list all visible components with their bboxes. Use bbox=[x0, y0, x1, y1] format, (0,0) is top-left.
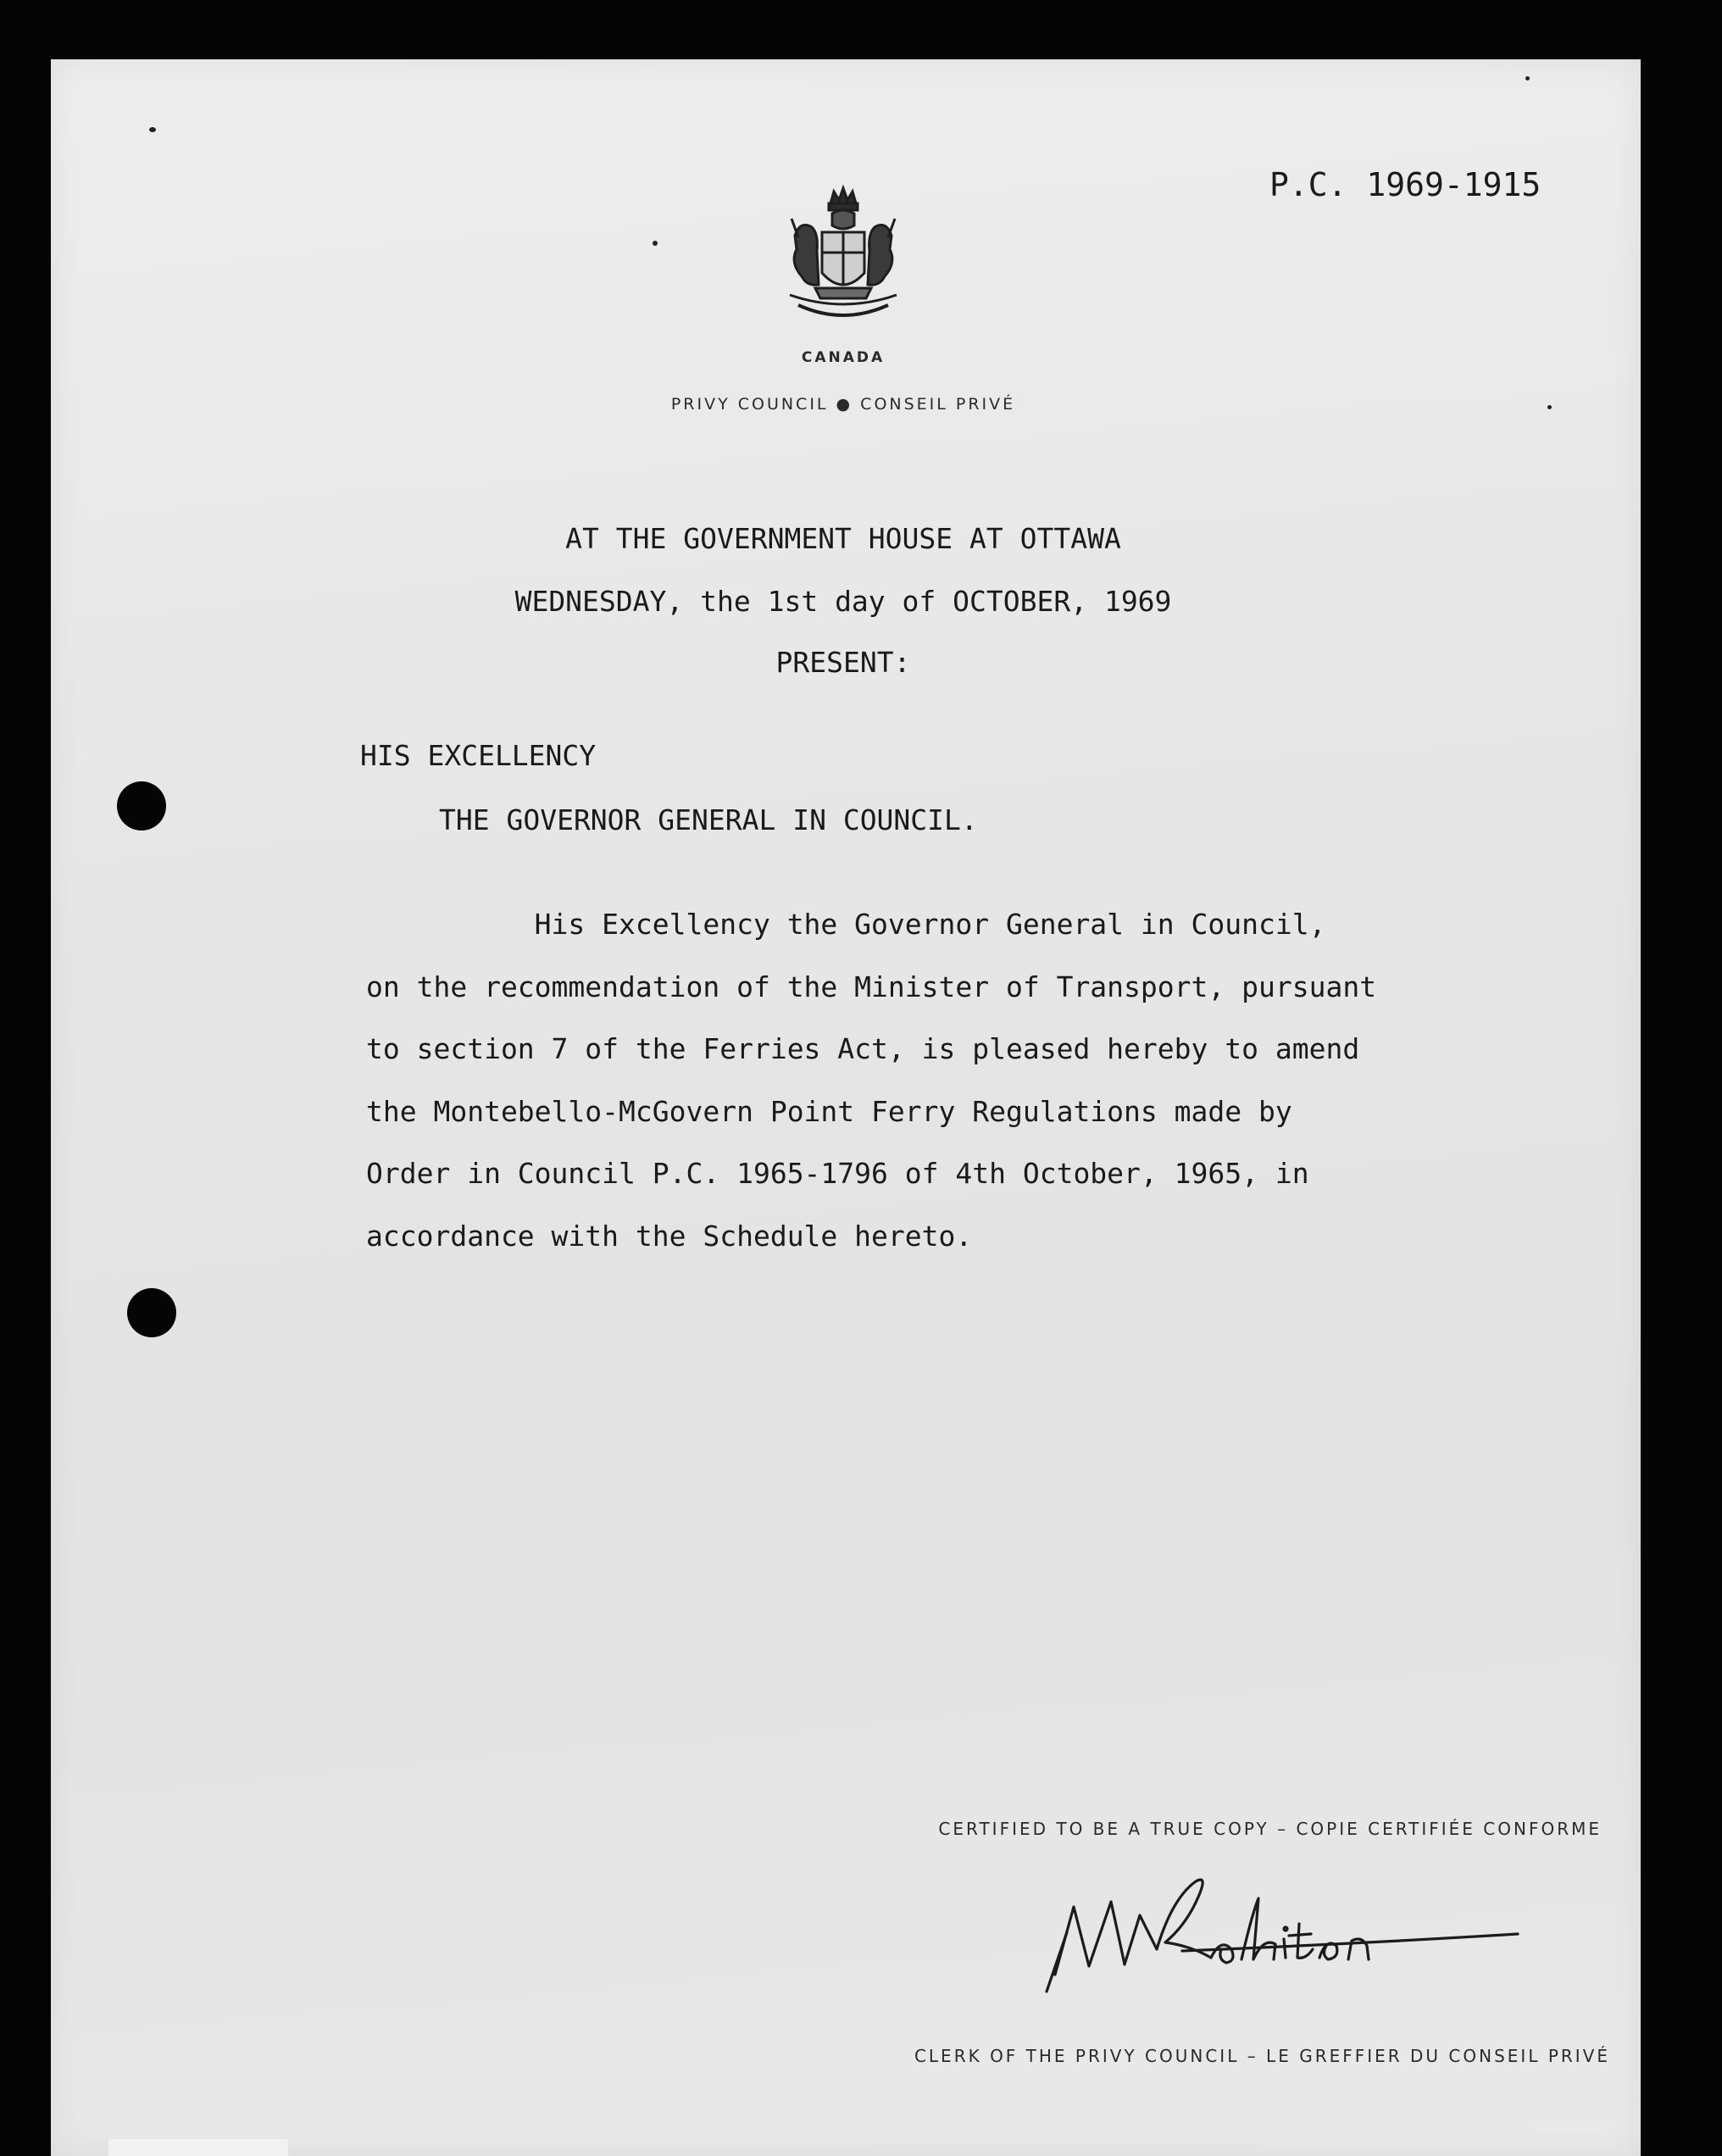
certification-line: CERTIFIED TO BE A TRUE COPY – COPIE CERTIFIÉE CONFORME bbox=[938, 1819, 1602, 1839]
body-line: His Excellency the Governor General in Council, bbox=[366, 908, 1326, 941]
present-line-2: THE GOVERNOR GENERAL IN COUNCIL. bbox=[439, 803, 978, 836]
punch-hole bbox=[127, 1288, 176, 1337]
council-line: PRIVY COUNCIL ● CONSEIL PRIVÉ bbox=[670, 395, 1016, 414]
order-number: P.C. 1969-1915 bbox=[1269, 166, 1541, 203]
heading-location: AT THE GOVERNMENT HOUSE AT OTTAWA bbox=[565, 522, 1121, 555]
body-line: to section 7 of the Ferries Act, is pleased hereby to amend bbox=[366, 1032, 1360, 1066]
ink-speck bbox=[653, 241, 658, 246]
body-line: accordance with the Schedule hereto. bbox=[366, 1219, 973, 1253]
punch-hole bbox=[117, 781, 166, 831]
ink-speck bbox=[1525, 76, 1530, 81]
coat-of-arms-icon bbox=[781, 185, 905, 334]
body-line: on the recommendation of the Minister of Transport, pursuant bbox=[366, 970, 1377, 1003]
ink-speck bbox=[149, 127, 156, 132]
clerk-line: CLERK OF THE PRIVY COUNCIL – LE GREFFIER DU CONSEIL PRIVÉ bbox=[914, 2046, 1610, 2066]
ink-speck bbox=[1547, 405, 1552, 409]
order-body bbox=[366, 893, 1569, 1268]
heading-present: PRESENT: bbox=[775, 646, 911, 679]
crest-caption: CANADA bbox=[801, 349, 886, 366]
body-line: Order in Council P.C. 1965-1796 of 4th October, 1965, in bbox=[366, 1157, 1309, 1191]
clerk-signature bbox=[1030, 1864, 1530, 2000]
film-frame-tab bbox=[108, 2139, 288, 2156]
present-line-1: HIS EXCELLENCY bbox=[360, 739, 597, 772]
body-line: the Montebello-McGovern Point Ferry Regulations made by bbox=[366, 1094, 1292, 1128]
heading-date: WEDNESDAY, the 1st day of OCTOBER, 1969 bbox=[514, 585, 1172, 618]
